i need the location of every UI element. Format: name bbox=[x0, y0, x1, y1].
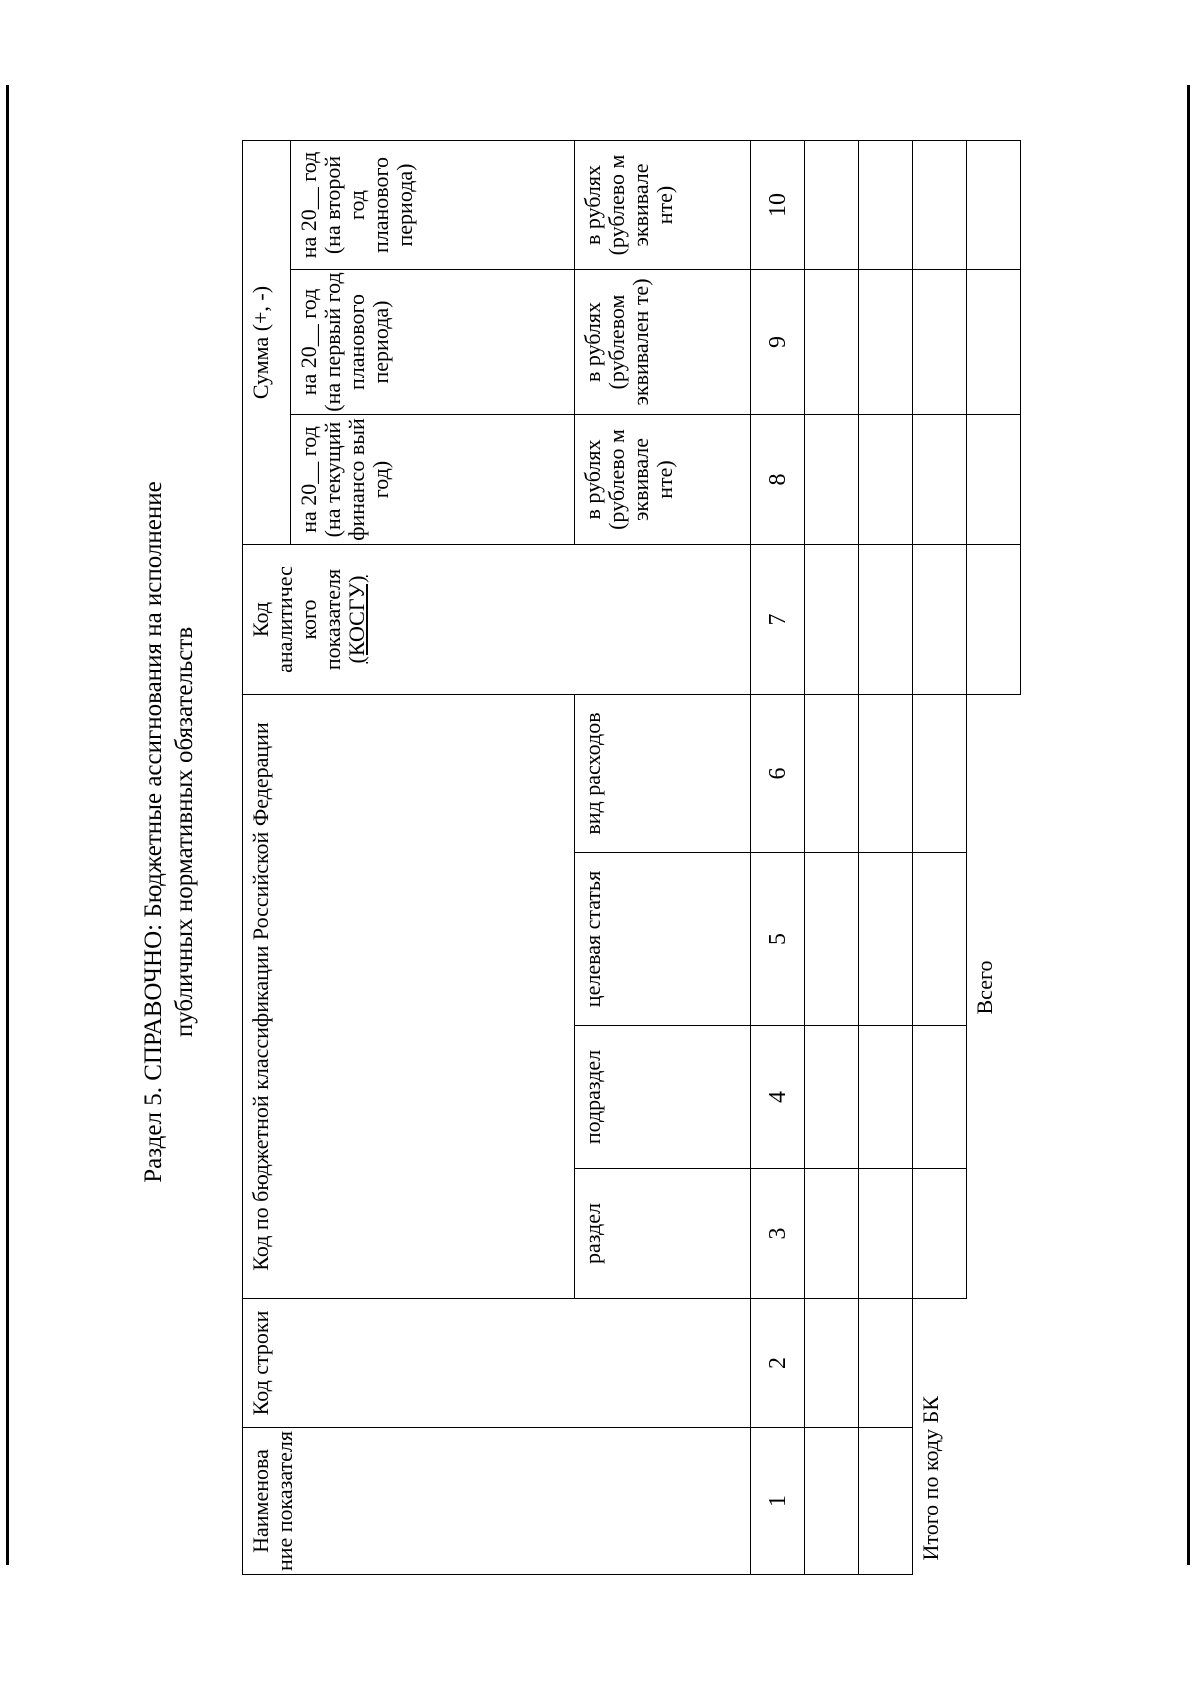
table-cell[interactable] bbox=[967, 415, 1021, 545]
header-year-second: на 20__ год (на второй год планового периода) bbox=[291, 141, 575, 270]
budget-allocations-table bbox=[242, 140, 1021, 1575]
header-unit-current: в рублях (рублево м эквивале нте) bbox=[575, 415, 751, 545]
section-title-line1: Раздел 5. СПРАВОЧНО: Бюджетные ассигнования на исполнение bbox=[140, 481, 167, 1183]
table-cell[interactable] bbox=[913, 270, 967, 415]
table-cell[interactable] bbox=[805, 1428, 859, 1575]
right-margin-rule bbox=[1187, 85, 1190, 1565]
table-cell[interactable] bbox=[913, 1169, 967, 1299]
total-by-bk-row bbox=[913, 141, 967, 1575]
total-row bbox=[967, 141, 1021, 1575]
table-cell[interactable] bbox=[805, 695, 859, 853]
header-bk-subsection: подраздел bbox=[575, 1026, 751, 1169]
table-cell[interactable] bbox=[805, 415, 859, 545]
column-number: 10 bbox=[751, 141, 805, 270]
table-cell[interactable] bbox=[859, 141, 913, 270]
table-cell[interactable] bbox=[805, 1169, 859, 1299]
column-number: 9 bbox=[751, 270, 805, 415]
header-bk-code: Код по бюджетной классификации Российской Федерации bbox=[243, 695, 575, 1299]
table-cell[interactable] bbox=[805, 853, 859, 1026]
header-unit-second: в рублях (рублево м эквивале нте) bbox=[575, 141, 751, 270]
header-bk-section: раздел bbox=[575, 1169, 751, 1299]
table-cell[interactable] bbox=[859, 1169, 913, 1299]
table-cell[interactable] bbox=[967, 141, 1021, 270]
table-cell[interactable] bbox=[859, 270, 913, 415]
table-row bbox=[805, 141, 859, 1575]
table-cell[interactable] bbox=[805, 1026, 859, 1169]
header-name: Наименова ние показателя bbox=[243, 1428, 751, 1575]
table-cell[interactable] bbox=[859, 1026, 913, 1169]
header-code-row: Код строки bbox=[243, 1299, 751, 1428]
header-year-first: на 20__ год (на первый год планового периода) bbox=[291, 270, 575, 415]
table-cell[interactable] bbox=[859, 1299, 913, 1428]
column-number: 4 bbox=[751, 1026, 805, 1169]
table-cell[interactable] bbox=[859, 1428, 913, 1575]
column-number: 1 bbox=[751, 1428, 805, 1575]
table-cell[interactable] bbox=[805, 270, 859, 415]
column-number: 5 bbox=[751, 853, 805, 1026]
table-cell[interactable] bbox=[805, 1299, 859, 1428]
header-unit-first: в рублях (рублевом эквивален те) bbox=[575, 270, 751, 415]
table-cell[interactable] bbox=[913, 545, 967, 695]
table-cell[interactable] bbox=[967, 270, 1021, 415]
column-number: 2 bbox=[751, 1299, 805, 1428]
table-cell[interactable] bbox=[805, 141, 859, 270]
table-row bbox=[859, 141, 913, 1575]
header-kosgu bbox=[243, 545, 751, 695]
table-cell[interactable] bbox=[913, 1026, 967, 1169]
table-cell[interactable] bbox=[859, 853, 913, 1026]
kosgu-link[interactable]: (КОСГУ) bbox=[344, 575, 369, 664]
table-cell[interactable] bbox=[859, 415, 913, 545]
column-number: 3 bbox=[751, 1169, 805, 1299]
table-cell[interactable] bbox=[859, 545, 913, 695]
total-by-bk-label: Итого по коду БК bbox=[918, 1396, 943, 1561]
header-kosgu-label: Код аналитичес кого показателя bbox=[248, 566, 345, 673]
rotated-page-content bbox=[138, 84, 1048, 1580]
column-number: 8 bbox=[751, 415, 805, 545]
column-numbers-row bbox=[751, 141, 805, 1575]
section-title-line2: публичных нормативных обязательств bbox=[171, 626, 198, 1038]
table-cell[interactable] bbox=[967, 545, 1021, 695]
total-label: Всего bbox=[972, 960, 997, 1015]
header-year-current: на 20__ год (на текущий финансо вый год) bbox=[291, 415, 575, 545]
section-title bbox=[138, 84, 200, 1580]
column-number: 7 bbox=[751, 545, 805, 695]
header-bk-target: целевая статья bbox=[575, 853, 751, 1026]
left-margin-rule bbox=[6, 85, 9, 1565]
header-sum: Сумма (+, -) bbox=[243, 141, 291, 545]
header-bk-expense: вид расходов bbox=[575, 695, 751, 853]
table-cell[interactable] bbox=[859, 695, 913, 853]
table-cell[interactable] bbox=[913, 415, 967, 545]
table-cell[interactable] bbox=[805, 545, 859, 695]
table-cell[interactable] bbox=[913, 695, 967, 853]
column-number: 6 bbox=[751, 695, 805, 853]
table-cell[interactable] bbox=[913, 141, 967, 270]
table-cell[interactable] bbox=[913, 853, 967, 1026]
